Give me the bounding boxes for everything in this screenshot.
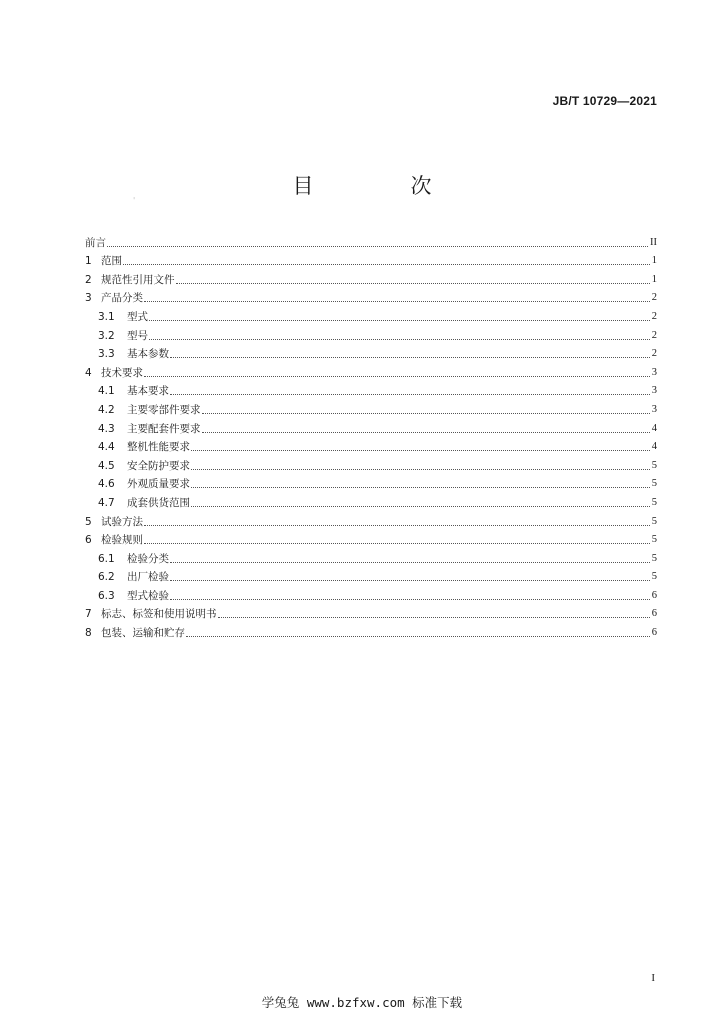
toc-entry-number: 4.2 (98, 403, 115, 416)
toc-entry-page: 6 (651, 608, 657, 620)
toc-entry[interactable] (85, 620, 657, 639)
toc-entry-number: 4.5 (98, 459, 115, 472)
toc-entry-number: 4.6 (98, 478, 115, 491)
toc-entry-label: 试验方法 (101, 515, 143, 528)
toc-entry-label: 范围 (101, 255, 122, 268)
toc-entry[interactable] (85, 453, 657, 472)
dot-leader (191, 449, 650, 451)
toc-entry-label: 检验规则 (101, 534, 143, 547)
toc-entry-label: 基本要求 (127, 385, 169, 398)
dot-leader (176, 282, 650, 284)
dot-leader (144, 300, 650, 302)
dot-leader (144, 542, 650, 544)
toc-entry-page: 6 (651, 589, 657, 601)
toc-entry-page: 2 (651, 292, 657, 304)
dot-leader (191, 505, 650, 507)
toc-entry-number: 6.3 (98, 589, 115, 602)
toc-entry-page: 3 (651, 366, 657, 378)
toc-entry-page: 5 (651, 571, 657, 583)
toc-entry[interactable] (85, 583, 657, 602)
toc-title: 目 次 (292, 174, 470, 198)
toc-entry-page: 5 (651, 459, 657, 471)
toc-entry-number: 4 (85, 366, 92, 379)
toc-entry-number: 4.1 (98, 385, 115, 398)
toc-entry-page: 5 (651, 534, 657, 546)
toc-entry-label: 主要配套件要求 (127, 422, 201, 435)
toc-entry-label: 型号 (127, 329, 148, 342)
toc-entry[interactable] (85, 323, 657, 342)
dot-leader (170, 561, 650, 563)
toc-entry[interactable] (85, 509, 657, 528)
toc-entry-number: 2 (85, 273, 92, 286)
toc-entry-page: 1 (651, 255, 657, 267)
toc-entry-number: 3.1 (98, 310, 115, 323)
dot-leader (218, 616, 650, 618)
toc-entry-label: 出厂检验 (127, 571, 169, 584)
page-number: I (651, 972, 655, 984)
toc-entry[interactable] (85, 342, 657, 361)
toc-entry-page: 5 (651, 478, 657, 490)
dot-leader (123, 263, 650, 265)
dot-leader (186, 635, 650, 637)
toc-entry[interactable] (85, 360, 657, 379)
toc-entry-number: 7 (85, 608, 92, 621)
toc-entry-label: 成套供货范围 (127, 496, 190, 509)
toc-entry-label: 外观质量要求 (127, 478, 190, 491)
toc-entry-number: 8 (85, 627, 92, 640)
dot-leader (149, 319, 650, 321)
dot-leader (202, 412, 650, 414)
toc-entry-label: 整机性能要求 (127, 441, 190, 454)
toc-entry-page: 2 (651, 348, 657, 360)
toc-entry-page: 5 (651, 552, 657, 564)
watermark-text: 学兔兔 www.bzfxw.com 标准下载 (261, 995, 463, 1010)
toc-entry-number: 5 (85, 515, 92, 528)
standard-number: JB/T 10729—2021 (552, 94, 657, 108)
toc-entry-number: 3.2 (98, 329, 115, 342)
toc-entry-page: 4 (651, 422, 657, 434)
toc-entry-page: 2 (651, 310, 657, 322)
toc-entry-number: 1 (85, 255, 92, 268)
toc-entry-number: 3.3 (98, 348, 115, 361)
dot-leader (170, 598, 650, 600)
toc-entry-label: 前言 (85, 236, 106, 249)
dot-leader (149, 338, 650, 340)
toc-entry[interactable] (85, 546, 657, 565)
toc-entry-label: 型式检验 (127, 589, 169, 602)
toc-entry[interactable] (85, 286, 657, 305)
toc-entry-number: 3 (85, 292, 92, 305)
toc-entry[interactable] (85, 267, 657, 286)
table-of-contents (85, 230, 657, 639)
toc-entry[interactable] (85, 490, 657, 509)
toc-entry-page: 5 (651, 496, 657, 508)
toc-entry-page: 3 (651, 385, 657, 397)
toc-entry-page: II (650, 236, 657, 248)
toc-entry-page: 5 (651, 515, 657, 527)
toc-entry-number: 6.1 (98, 552, 115, 565)
toc-entry[interactable] (85, 416, 657, 435)
dot-leader (202, 431, 650, 433)
toc-entry[interactable] (85, 528, 657, 547)
toc-entry-number: 6 (85, 534, 92, 547)
toc-entry[interactable] (85, 472, 657, 491)
dot-leader (191, 468, 650, 470)
toc-entry-label: 型式 (127, 310, 148, 323)
dot-leader (144, 524, 650, 526)
dot-leader (170, 579, 650, 581)
toc-entry[interactable] (85, 435, 657, 454)
toc-entry-label: 安全防护要求 (127, 459, 190, 472)
toc-entry-page: 6 (651, 627, 657, 639)
toc-entry-label: 产品分类 (101, 292, 143, 305)
dot-leader (144, 375, 650, 377)
toc-entry[interactable] (85, 602, 657, 621)
toc-entry-number: 6.2 (98, 571, 115, 584)
toc-entry-page: 3 (651, 403, 657, 415)
toc-entry-label: 技术要求 (101, 366, 143, 379)
toc-entry-page: 1 (651, 273, 657, 285)
toc-entry[interactable] (85, 565, 657, 584)
toc-entry-page: 2 (651, 329, 657, 341)
dot-leader (170, 393, 650, 395)
toc-entry[interactable] (85, 397, 657, 416)
toc-entry-label: 检验分类 (127, 552, 169, 565)
toc-entry-label: 包装、运输和贮存 (101, 627, 185, 640)
toc-entry-number: 4.3 (98, 422, 115, 435)
toc-entry[interactable] (85, 230, 657, 249)
toc-entry-label: 主要零部件要求 (127, 403, 201, 416)
toc-entry-number: 4.4 (98, 441, 115, 454)
toc-entry-number: 4.7 (98, 496, 115, 509)
toc-entry-label: 规范性引用文件 (101, 273, 175, 286)
toc-entry-page: 4 (651, 441, 657, 453)
toc-entry-label: 标志、标签和使用说明书 (101, 608, 217, 621)
toc-entry[interactable] (85, 249, 657, 268)
dot-leader (191, 486, 650, 488)
dot-leader (107, 245, 648, 247)
dot-leader (170, 356, 650, 358)
scan-speck: ' (133, 196, 136, 205)
toc-entry-label: 基本参数 (127, 348, 169, 361)
toc-entry[interactable] (85, 379, 657, 398)
toc-entry[interactable] (85, 304, 657, 323)
